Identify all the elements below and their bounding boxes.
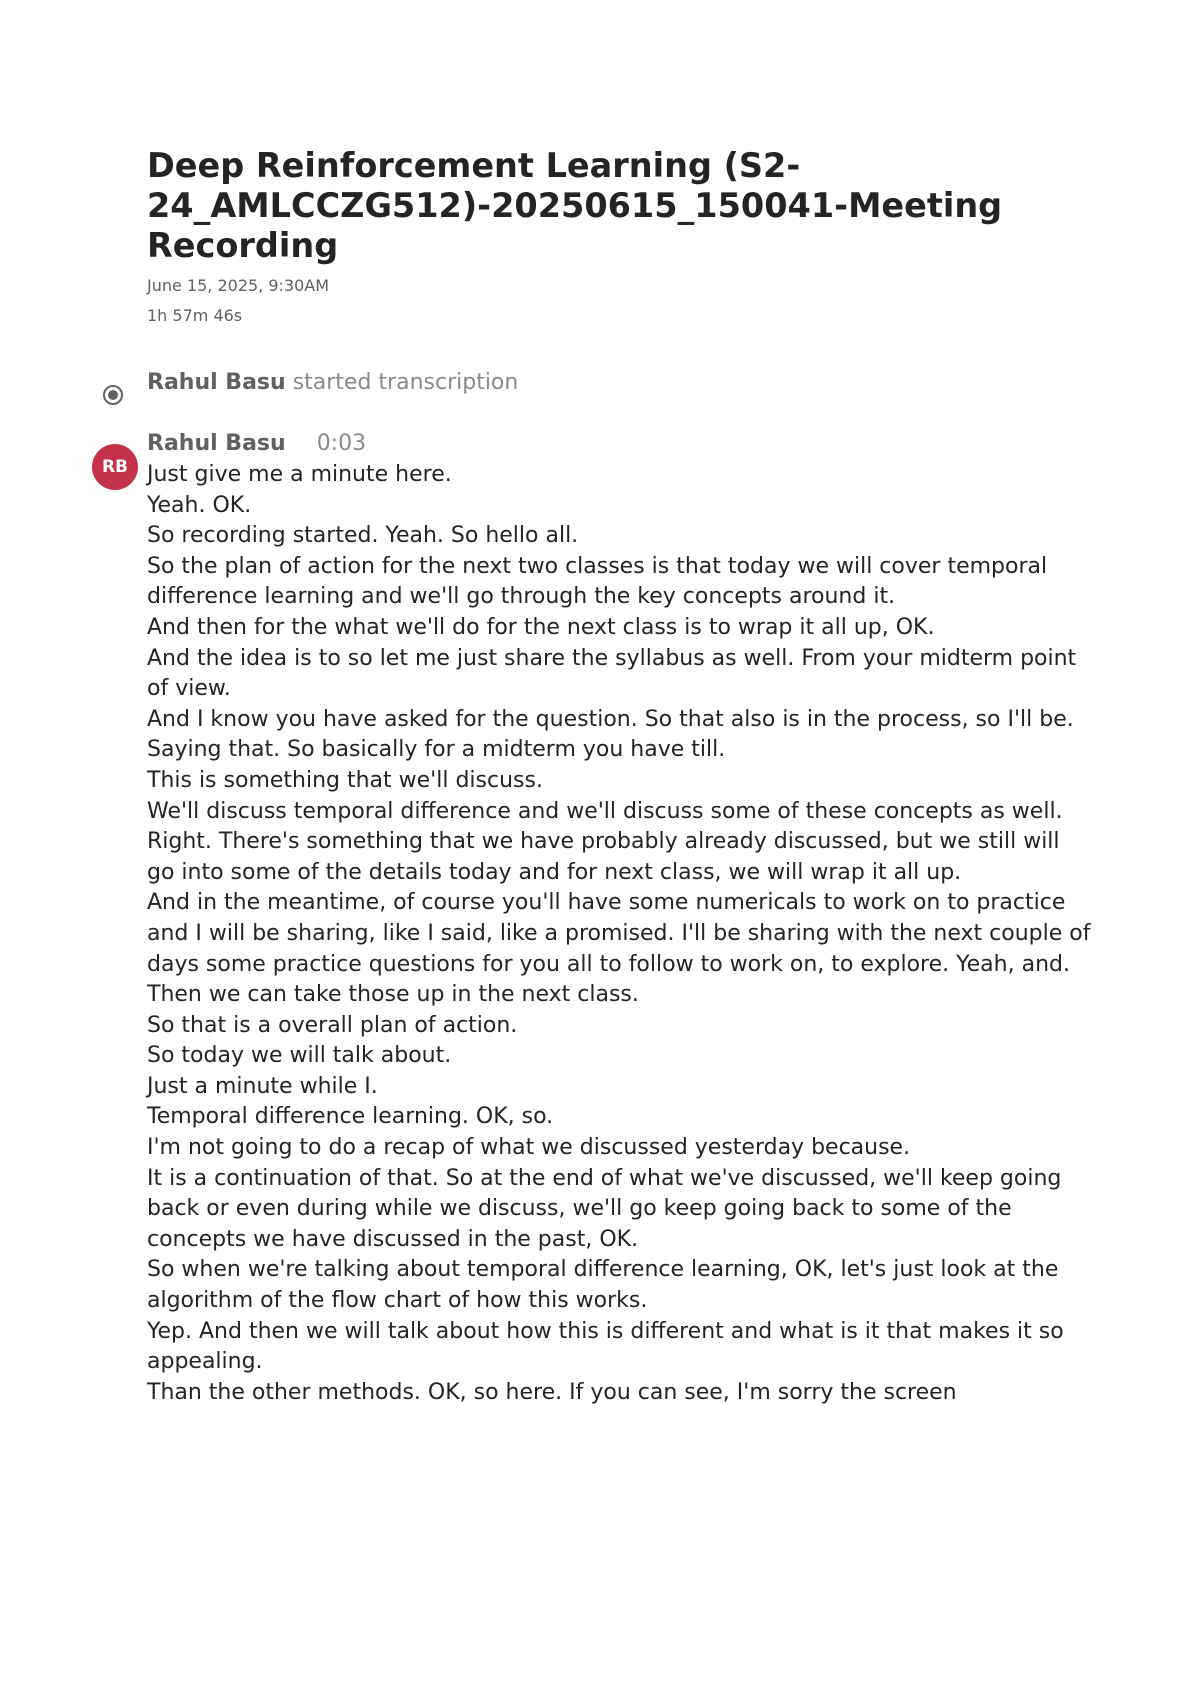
transcript-line: So recording started. Yeah. So hello all. [147,523,579,549]
transcript-line: This is something that we'll discuss. [147,767,543,793]
speaker-name: Rahul Basu [147,431,286,456]
transcript-line: So the plan of action for the next two classes is that today we will cover temporal difference learning and we'll go through the key concepts around it. [147,553,1048,610]
transcript-entry-header [147,430,366,458]
transcript-line: I'm not going to do a recap of what we discussed yesterday because. [147,1135,911,1161]
transcript-line: So when we're talking about temporal difference learning, OK, let's just look at the algorithm of the flow chart of how this works. [147,1257,1059,1314]
transcript-line: And the idea is to so let me just share the syllabus as well. From your midterm point of view. [147,645,1077,702]
transcription-started-event [147,369,518,397]
transcript-line: We'll discuss temporal difference and we'll discuss some of these concepts as well. [147,798,1063,824]
transcript-body [147,460,1092,1408]
transcript-line: Just give me a minute here. [147,462,452,487]
timestamp: 0:03 [316,431,367,456]
transcript-line: Than the other methods. OK, so here. If you can see, I'm sorry the screen [147,1379,957,1405]
record-icon [103,385,123,405]
avatar: RB [92,444,138,490]
transcript-line: Right. There's something that we have probably already discussed, but we still will go into some of the details today and for next class, we will wrap it all up. [147,829,1060,885]
transcript-line: Yeah. OK. [147,492,252,518]
transcript-line: Then we can take those up in the next class. [147,982,639,1008]
transcript-line: So that is a overall plan of action. [147,1012,518,1038]
transcript-line: Saying that. So basically for a midterm you have till. [147,737,726,763]
transcript-line: It is a continuation of that. So at the end of what we've discussed, we'll keep going back or even during while we discuss, we'll go keep going back to some of the concepts we have discussed in the past, OK. [147,1165,1062,1252]
event-speaker-name: Rahul Basu [147,370,286,395]
page-title: Deep Reinforcement Learning (S2-24_AMLCCZG512)-20250615_150041-Meeting Recording [147,146,1003,265]
meeting-duration: 1h 57m 46s [147,306,243,325]
transcript-line: And I know you have asked for the question. So that also is in the process, so I'll be. [147,706,1074,732]
transcript-line: So today we will talk about. [147,1043,452,1069]
transcript-line: And in the meantime, of course you'll have some numericals to work on to practice and I will be sharing, like I said, like a promised. I'll be sharing with the next couple of days some practice questions for you all to follow to work on, to explore. Yeah, and. [147,890,1091,977]
event-text: started transcription [292,370,519,395]
transcript-line: Temporal difference learning. OK, so. [147,1104,554,1130]
transcript-line: Just a minute while I. [147,1073,378,1099]
meeting-date: June 15, 2025, 9:30AM [147,276,330,295]
transcript-line: And then for the what we'll do for the next class is to wrap it all up, OK. [147,614,935,640]
transcript-line: Yep. And then we will talk about how this is different and what is it that makes it so appealing. [147,1318,1064,1375]
